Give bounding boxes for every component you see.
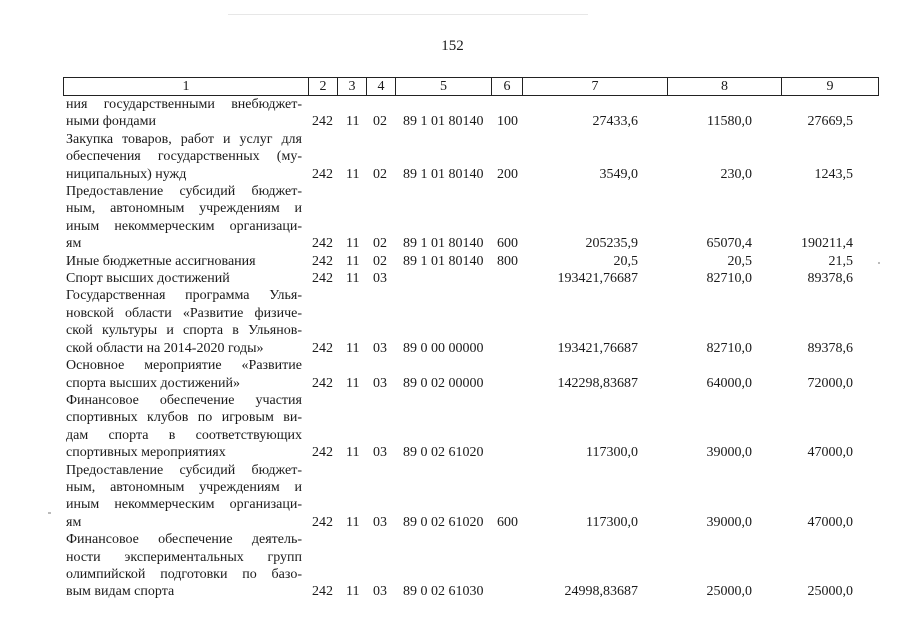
description-line: Предоставление субсидий бюджет- (66, 184, 302, 200)
cell-c2: 242 (312, 584, 333, 600)
column-header-6: 6 (492, 78, 523, 96)
column-header-7: 7 (523, 78, 668, 96)
cell-c3: 11 (346, 445, 360, 461)
description-line: спортивных мероприятиях (66, 445, 226, 461)
table-body (0, 96, 905, 601)
description-line: олимпийской подготовки по базо- (66, 566, 302, 582)
column-header-9: 9 (782, 78, 879, 96)
cell-c8: 39000,0 (706, 445, 752, 461)
description-line: новской области «Развитие физиче- (66, 305, 302, 321)
cell-c5: 89 1 01 80140 (403, 253, 484, 269)
description-line: Иные бюджетные ассигнования (66, 253, 256, 269)
table-row (0, 270, 905, 287)
description-line: иным некоммерческим организаци- (66, 497, 302, 513)
cell-c2: 242 (312, 445, 333, 461)
row-description (66, 183, 302, 253)
description-line: спорта высших достижений» (66, 375, 241, 391)
scan-artifact (48, 512, 51, 514)
cell-c6: 100 (497, 114, 518, 130)
cell-c3: 11 (346, 584, 360, 600)
cell-c7: 24998,83687 (564, 584, 638, 600)
cell-c4: 03 (373, 375, 387, 391)
scan-artifact (878, 262, 880, 264)
description-line: ным, автономным учреждениям и (66, 201, 302, 217)
description-line: ниципальных) нужд (66, 166, 187, 182)
row-description (66, 270, 302, 287)
description-line: ской культуры и спорта в Ульянов- (66, 323, 302, 339)
cell-c4: 02 (373, 253, 387, 269)
cell-c3: 11 (346, 253, 360, 269)
cell-c2: 242 (312, 236, 333, 252)
row-description (66, 253, 302, 270)
cell-c8: 11580,0 (707, 114, 752, 130)
description-line: ской области на 2014-2020 годы» (66, 340, 264, 356)
column-header-2: 2 (309, 78, 338, 96)
cell-c6: 200 (497, 166, 518, 182)
row-description (66, 96, 302, 131)
description-line: Финансовое обеспечение участия (66, 392, 302, 408)
cell-c6: 600 (497, 514, 518, 530)
table-row (0, 531, 905, 601)
cell-c4: 02 (373, 166, 387, 182)
column-header-4: 4 (367, 78, 396, 96)
cell-c8: 20,5 (727, 253, 752, 269)
description-line: ния государственными внебюджет- (66, 97, 302, 112)
page-number: 152 (441, 38, 464, 54)
cell-c3: 11 (346, 236, 360, 252)
cell-c6: 800 (497, 253, 518, 269)
column-header-1: 1 (64, 78, 309, 96)
table-row (0, 392, 905, 462)
description-line: дам спорта в соответствующих (66, 427, 302, 443)
cell-c9: 25000,0 (807, 584, 853, 600)
table-row (0, 131, 905, 183)
cell-c5: 89 1 01 80140 (403, 114, 484, 130)
cell-c7: 142298,83687 (557, 375, 638, 391)
column-header-table (63, 77, 879, 96)
description-line: Государственная программа Улья- (66, 288, 302, 304)
cell-c5: 89 0 02 61030 (403, 584, 484, 600)
cell-c2: 242 (312, 271, 333, 287)
description-line: ности экспериментальных групп (66, 549, 302, 565)
scan-artifact (228, 14, 588, 15)
column-header-8: 8 (668, 78, 782, 96)
row-description (66, 131, 302, 183)
cell-c3: 11 (346, 166, 360, 182)
cell-c9: 89378,6 (807, 340, 853, 356)
cell-c3: 11 (346, 514, 360, 530)
description-line: Основное мероприятие «Развитие (66, 358, 302, 374)
description-line: ям (66, 236, 82, 252)
row-description (66, 462, 302, 532)
cell-c5: 89 1 01 80140 (403, 166, 484, 182)
description-line: иным некоммерческим организаци- (66, 218, 302, 234)
cell-c4: 03 (373, 340, 387, 356)
description-line: Финансовое обеспечение деятель- (66, 532, 302, 548)
cell-c7: 117300,0 (586, 514, 638, 530)
cell-c3: 11 (346, 340, 360, 356)
cell-c3: 11 (346, 375, 360, 391)
cell-c9: 47000,0 (807, 445, 853, 461)
cell-c9: 1243,5 (814, 166, 853, 182)
cell-c4: 02 (373, 114, 387, 130)
cell-c5: 89 0 02 00000 (403, 375, 484, 391)
cell-c7: 117300,0 (586, 445, 638, 461)
description-line: Спорт высших достижений (66, 271, 230, 287)
cell-c7: 20,5 (613, 253, 638, 269)
table-row (0, 96, 905, 131)
cell-c8: 82710,0 (706, 340, 752, 356)
cell-c6: 600 (497, 236, 518, 252)
cell-c2: 242 (312, 340, 333, 356)
cell-c8: 25000,0 (706, 584, 752, 600)
cell-c5: 89 1 01 80140 (403, 236, 484, 252)
description-line: ным, автономным учреждениям и (66, 479, 302, 495)
description-line: Закупка товаров, работ и услуг для (66, 131, 302, 147)
cell-c4: 03 (373, 584, 387, 600)
description-line: ям (66, 514, 82, 530)
cell-c4: 02 (373, 236, 387, 252)
cell-c9: 72000,0 (807, 375, 853, 391)
cell-c7: 205235,9 (585, 236, 638, 252)
column-header-5: 5 (396, 78, 492, 96)
table-row (0, 183, 905, 253)
cell-c4: 03 (373, 271, 387, 287)
table-row (0, 357, 905, 392)
cell-c3: 11 (346, 271, 360, 287)
cell-c8: 82710,0 (706, 271, 752, 287)
cell-c8: 230,0 (720, 166, 752, 182)
cell-c9: 47000,0 (807, 514, 853, 530)
cell-c3: 11 (346, 114, 360, 130)
cell-c7: 193421,76687 (557, 340, 638, 356)
cell-c5: 89 0 02 61020 (403, 445, 484, 461)
cell-c9: 27669,5 (807, 114, 853, 130)
cell-c7: 3549,0 (599, 166, 638, 182)
row-description (66, 287, 302, 357)
cell-c2: 242 (312, 114, 333, 130)
cell-c4: 03 (373, 514, 387, 530)
cell-c8: 64000,0 (706, 375, 752, 391)
table-row (0, 462, 905, 532)
cell-c8: 65070,4 (706, 236, 752, 252)
description-line: спортивных клубов по игровым ви- (66, 410, 302, 426)
cell-c5: 89 0 02 61020 (403, 514, 484, 530)
table-row (0, 287, 905, 357)
row-description (66, 357, 302, 392)
cell-c9: 190211,4 (801, 236, 853, 252)
cell-c2: 242 (312, 375, 333, 391)
column-header-row (64, 78, 879, 96)
cell-c2: 242 (312, 166, 333, 182)
table-row (0, 253, 905, 270)
description-line: ными фондами (66, 114, 157, 130)
description-line: Предоставление субсидий бюджет- (66, 462, 302, 478)
description-line: вым видам спорта (66, 584, 175, 600)
cell-c2: 242 (312, 253, 333, 269)
cell-c9: 89378,6 (807, 271, 853, 287)
cell-c8: 39000,0 (706, 514, 752, 530)
row-description (66, 531, 302, 601)
cell-c7: 193421,76687 (557, 271, 638, 287)
column-header-3: 3 (338, 78, 367, 96)
cell-c9: 21,5 (828, 253, 853, 269)
cell-c7: 27433,6 (592, 114, 638, 130)
row-description (66, 392, 302, 462)
cell-c2: 242 (312, 514, 333, 530)
description-line: обеспечения государственных (му- (66, 149, 302, 165)
cell-c4: 03 (373, 445, 387, 461)
cell-c5: 89 0 00 00000 (403, 340, 484, 356)
